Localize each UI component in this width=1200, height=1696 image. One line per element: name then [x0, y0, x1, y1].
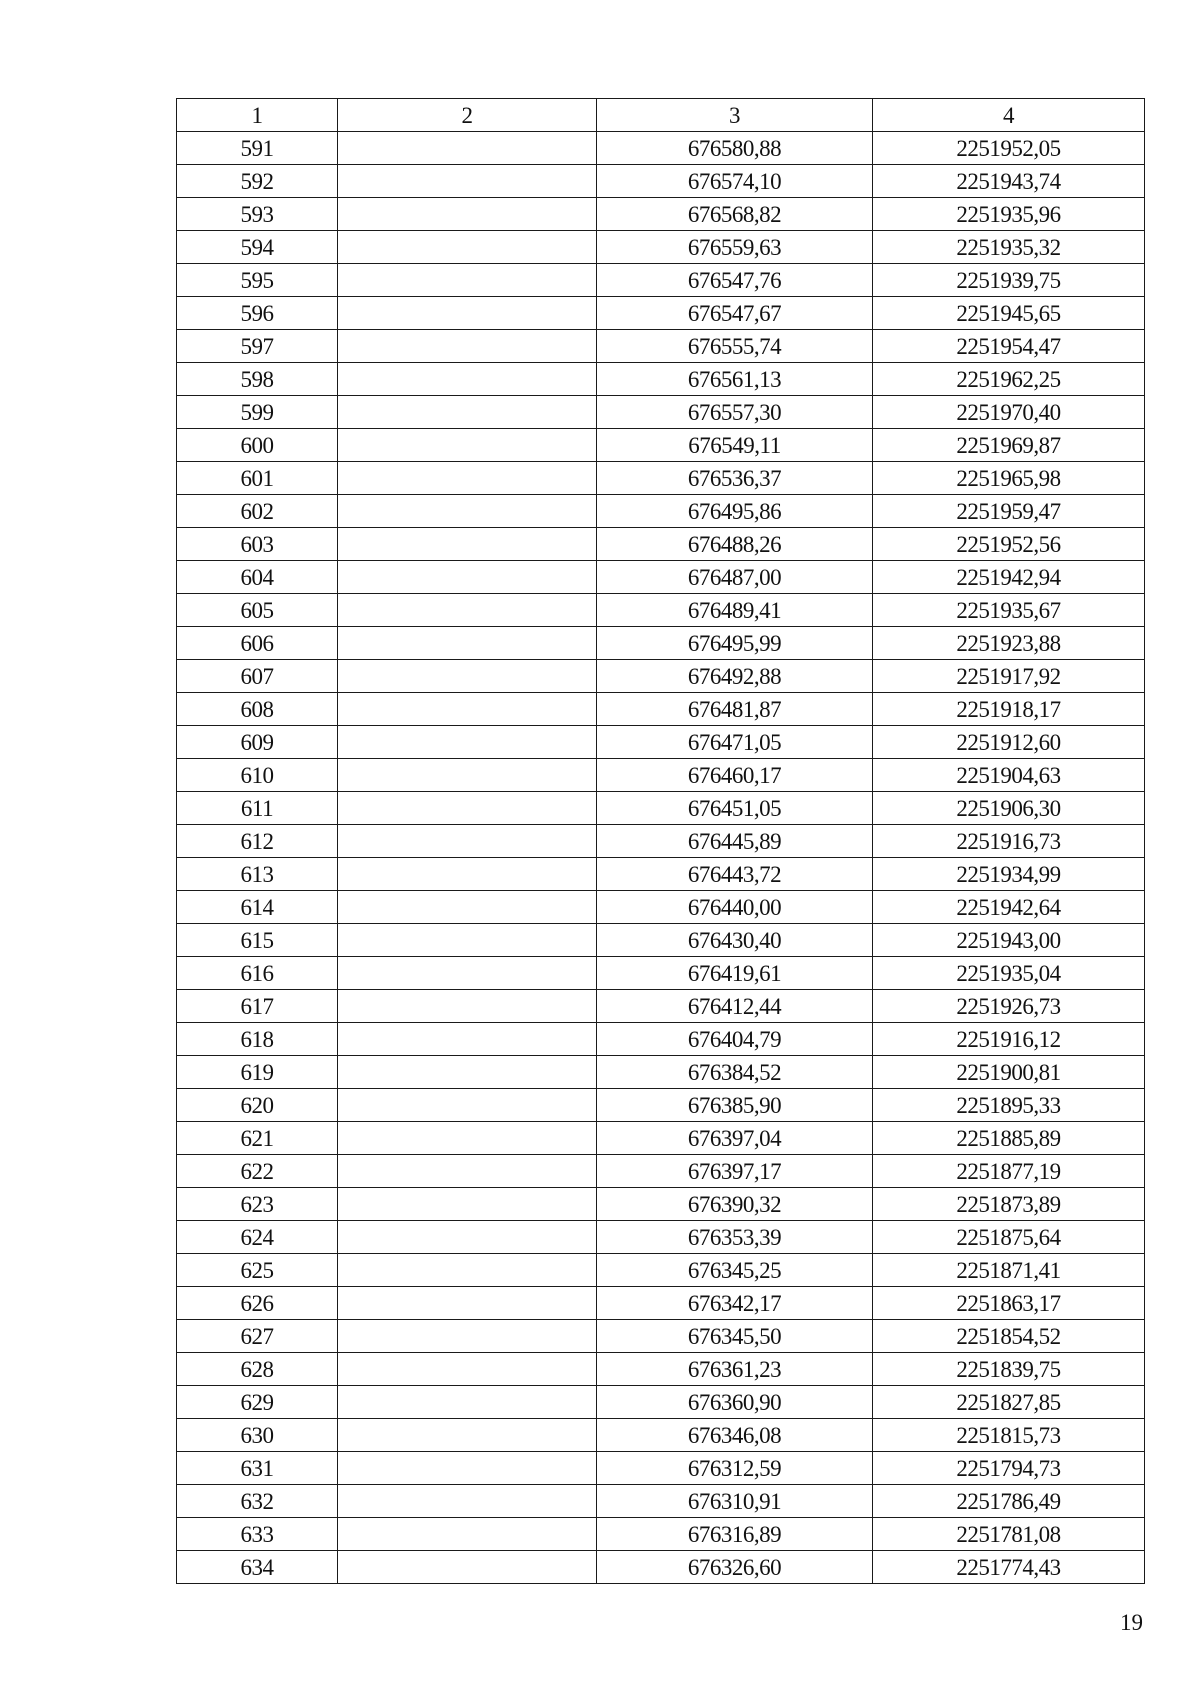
table-header-row [177, 99, 1145, 132]
table-row [177, 1122, 1145, 1155]
table-row [177, 1419, 1145, 1452]
page-number: 19 [1120, 1610, 1143, 1635]
point-number-cell: 596 [177, 297, 338, 330]
x-coordinate-cell: 676361,23 [597, 1353, 873, 1386]
column-2-cell [338, 231, 597, 264]
column-2-cell [338, 1221, 597, 1254]
x-coordinate-cell: 676489,41 [597, 594, 873, 627]
point-number-cell: 612 [177, 825, 338, 858]
point-number-cell: 634 [177, 1551, 338, 1584]
x-coordinate-cell: 676326,60 [597, 1551, 873, 1584]
x-coordinate-cell: 676345,50 [597, 1320, 873, 1353]
y-coordinate-cell: 2251952,05 [873, 132, 1145, 165]
y-coordinate-cell: 2251885,89 [873, 1122, 1145, 1155]
point-number-cell: 595 [177, 264, 338, 297]
y-coordinate-cell: 2251873,89 [873, 1188, 1145, 1221]
column-2-cell [338, 396, 597, 429]
x-coordinate-cell: 676547,76 [597, 264, 873, 297]
table-row [177, 1452, 1145, 1485]
x-coordinate-cell: 676353,39 [597, 1221, 873, 1254]
column-2-cell [338, 1023, 597, 1056]
column-2-cell [338, 1485, 597, 1518]
point-number-cell: 599 [177, 396, 338, 429]
table-row [177, 1155, 1145, 1188]
table-row [177, 858, 1145, 891]
table-row [177, 1023, 1145, 1056]
table-row [177, 1518, 1145, 1551]
column-2-cell [338, 462, 597, 495]
column-2-cell [338, 330, 597, 363]
table-row [177, 495, 1145, 528]
x-coordinate-cell: 676384,52 [597, 1056, 873, 1089]
y-coordinate-cell: 2251900,81 [873, 1056, 1145, 1089]
x-coordinate-cell: 676342,17 [597, 1287, 873, 1320]
table-row [177, 297, 1145, 330]
table-row [177, 594, 1145, 627]
point-number-cell: 613 [177, 858, 338, 891]
column-2-cell [338, 1452, 597, 1485]
table-row [177, 660, 1145, 693]
x-coordinate-cell: 676495,99 [597, 627, 873, 660]
y-coordinate-cell: 2251912,60 [873, 726, 1145, 759]
point-number-cell: 602 [177, 495, 338, 528]
point-number-cell: 620 [177, 1089, 338, 1122]
column-2-cell [338, 363, 597, 396]
table-row [177, 924, 1145, 957]
table-row [177, 726, 1145, 759]
table-row [177, 957, 1145, 990]
column-2-cell [338, 858, 597, 891]
point-number-cell: 632 [177, 1485, 338, 1518]
point-number-cell: 631 [177, 1452, 338, 1485]
x-coordinate-cell: 676561,13 [597, 363, 873, 396]
x-coordinate-cell: 676471,05 [597, 726, 873, 759]
x-coordinate-cell: 676385,90 [597, 1089, 873, 1122]
column-2-cell [338, 561, 597, 594]
y-coordinate-cell: 2251794,73 [873, 1452, 1145, 1485]
table-row [177, 1320, 1145, 1353]
point-number-cell: 619 [177, 1056, 338, 1089]
table-row [177, 792, 1145, 825]
table-row [177, 231, 1145, 264]
y-coordinate-cell: 2251935,67 [873, 594, 1145, 627]
y-coordinate-cell: 2251781,08 [873, 1518, 1145, 1551]
point-number-cell: 600 [177, 429, 338, 462]
column-2-cell [338, 264, 597, 297]
table-row [177, 396, 1145, 429]
column-2-cell [338, 891, 597, 924]
y-coordinate-cell: 2251906,30 [873, 792, 1145, 825]
table-row [177, 264, 1145, 297]
table-row [177, 132, 1145, 165]
column-2-cell [338, 759, 597, 792]
table-row [177, 990, 1145, 1023]
point-number-cell: 617 [177, 990, 338, 1023]
y-coordinate-cell: 2251943,74 [873, 165, 1145, 198]
x-coordinate-cell: 676312,59 [597, 1452, 873, 1485]
point-number-cell: 598 [177, 363, 338, 396]
column-2-cell [338, 1089, 597, 1122]
point-number-cell: 627 [177, 1320, 338, 1353]
y-coordinate-cell: 2251774,43 [873, 1551, 1145, 1584]
column-2-cell [338, 1551, 597, 1584]
column-2-cell [338, 297, 597, 330]
y-coordinate-cell: 2251854,52 [873, 1320, 1145, 1353]
point-number-cell: 625 [177, 1254, 338, 1287]
table-row [177, 825, 1145, 858]
column-2-cell [338, 1122, 597, 1155]
column-2-cell [338, 1155, 597, 1188]
column-2-cell [338, 1419, 597, 1452]
column-header-1: 1 [177, 99, 338, 132]
x-coordinate-cell: 676557,30 [597, 396, 873, 429]
x-coordinate-cell: 676397,17 [597, 1155, 873, 1188]
y-coordinate-cell: 2251943,00 [873, 924, 1145, 957]
x-coordinate-cell: 676495,86 [597, 495, 873, 528]
column-2-cell [338, 1518, 597, 1551]
column-2-cell [338, 132, 597, 165]
x-coordinate-cell: 676404,79 [597, 1023, 873, 1056]
column-2-cell [338, 528, 597, 561]
y-coordinate-cell: 2251918,17 [873, 693, 1145, 726]
y-coordinate-cell: 2251863,17 [873, 1287, 1145, 1320]
x-coordinate-cell: 676445,89 [597, 825, 873, 858]
column-2-cell [338, 825, 597, 858]
x-coordinate-cell: 676360,90 [597, 1386, 873, 1419]
point-number-cell: 591 [177, 132, 338, 165]
point-number-cell: 594 [177, 231, 338, 264]
x-coordinate-cell: 676397,04 [597, 1122, 873, 1155]
column-2-cell [338, 924, 597, 957]
table-row [177, 429, 1145, 462]
x-coordinate-cell: 676346,08 [597, 1419, 873, 1452]
y-coordinate-cell: 2251827,85 [873, 1386, 1145, 1419]
x-coordinate-cell: 676559,63 [597, 231, 873, 264]
y-coordinate-cell: 2251942,94 [873, 561, 1145, 594]
y-coordinate-cell: 2251786,49 [873, 1485, 1145, 1518]
y-coordinate-cell: 2251917,92 [873, 660, 1145, 693]
y-coordinate-cell: 2251962,25 [873, 363, 1145, 396]
column-2-cell [338, 198, 597, 231]
column-2-cell [338, 1056, 597, 1089]
table-row [177, 363, 1145, 396]
column-2-cell [338, 1386, 597, 1419]
table-row [177, 1551, 1145, 1584]
table-row [177, 561, 1145, 594]
point-number-cell: 629 [177, 1386, 338, 1419]
column-header-3: 3 [597, 99, 873, 132]
point-number-cell: 621 [177, 1122, 338, 1155]
point-number-cell: 624 [177, 1221, 338, 1254]
y-coordinate-cell: 2251935,96 [873, 198, 1145, 231]
point-number-cell: 615 [177, 924, 338, 957]
table-row [177, 198, 1145, 231]
point-number-cell: 626 [177, 1287, 338, 1320]
y-coordinate-cell: 2251939,75 [873, 264, 1145, 297]
table-row [177, 1221, 1145, 1254]
y-coordinate-cell: 2251954,47 [873, 330, 1145, 363]
y-coordinate-cell: 2251934,99 [873, 858, 1145, 891]
point-number-cell: 622 [177, 1155, 338, 1188]
point-number-cell: 607 [177, 660, 338, 693]
y-coordinate-cell: 2251970,40 [873, 396, 1145, 429]
x-coordinate-cell: 676555,74 [597, 330, 873, 363]
x-coordinate-cell: 676547,67 [597, 297, 873, 330]
x-coordinate-cell: 676487,00 [597, 561, 873, 594]
x-coordinate-cell: 676460,17 [597, 759, 873, 792]
y-coordinate-cell: 2251965,98 [873, 462, 1145, 495]
column-2-cell [338, 1188, 597, 1221]
y-coordinate-cell: 2251969,87 [873, 429, 1145, 462]
x-coordinate-cell: 676580,88 [597, 132, 873, 165]
table-row [177, 1386, 1145, 1419]
point-number-cell: 604 [177, 561, 338, 594]
y-coordinate-cell: 2251815,73 [873, 1419, 1145, 1452]
column-2-cell [338, 660, 597, 693]
y-coordinate-cell: 2251952,56 [873, 528, 1145, 561]
column-2-cell [338, 990, 597, 1023]
y-coordinate-cell: 2251875,64 [873, 1221, 1145, 1254]
column-2-cell [338, 726, 597, 759]
table-row [177, 1056, 1145, 1089]
table-row [177, 627, 1145, 660]
x-coordinate-cell: 676488,26 [597, 528, 873, 561]
column-header-2: 2 [338, 99, 597, 132]
column-2-cell [338, 165, 597, 198]
x-coordinate-cell: 676492,88 [597, 660, 873, 693]
x-coordinate-cell: 676443,72 [597, 858, 873, 891]
column-2-cell [338, 429, 597, 462]
table-row [177, 330, 1145, 363]
column-2-cell [338, 495, 597, 528]
y-coordinate-cell: 2251923,88 [873, 627, 1145, 660]
x-coordinate-cell: 676345,25 [597, 1254, 873, 1287]
column-2-cell [338, 957, 597, 990]
y-coordinate-cell: 2251916,73 [873, 825, 1145, 858]
y-coordinate-cell: 2251935,04 [873, 957, 1145, 990]
y-coordinate-cell: 2251935,32 [873, 231, 1145, 264]
point-number-cell: 601 [177, 462, 338, 495]
table-row [177, 1089, 1145, 1122]
y-coordinate-cell: 2251904,63 [873, 759, 1145, 792]
point-number-cell: 610 [177, 759, 338, 792]
point-number-cell: 628 [177, 1353, 338, 1386]
table-body [177, 132, 1145, 1584]
x-coordinate-cell: 676390,32 [597, 1188, 873, 1221]
point-number-cell: 593 [177, 198, 338, 231]
table-row [177, 1485, 1145, 1518]
y-coordinate-cell: 2251945,65 [873, 297, 1145, 330]
y-coordinate-cell: 2251959,47 [873, 495, 1145, 528]
y-coordinate-cell: 2251871,41 [873, 1254, 1145, 1287]
table-row [177, 1287, 1145, 1320]
x-coordinate-cell: 676310,91 [597, 1485, 873, 1518]
x-coordinate-cell: 676451,05 [597, 792, 873, 825]
table-row [177, 165, 1145, 198]
y-coordinate-cell: 2251877,19 [873, 1155, 1145, 1188]
x-coordinate-cell: 676574,10 [597, 165, 873, 198]
column-2-cell [338, 1287, 597, 1320]
y-coordinate-cell: 2251839,75 [873, 1353, 1145, 1386]
point-number-cell: 614 [177, 891, 338, 924]
y-coordinate-cell: 2251895,33 [873, 1089, 1145, 1122]
point-number-cell: 603 [177, 528, 338, 561]
x-coordinate-cell: 676440,00 [597, 891, 873, 924]
point-number-cell: 633 [177, 1518, 338, 1551]
x-coordinate-cell: 676316,89 [597, 1518, 873, 1551]
x-coordinate-cell: 676430,40 [597, 924, 873, 957]
point-number-cell: 605 [177, 594, 338, 627]
point-number-cell: 606 [177, 627, 338, 660]
point-number-cell: 592 [177, 165, 338, 198]
column-2-cell [338, 1320, 597, 1353]
point-number-cell: 608 [177, 693, 338, 726]
y-coordinate-cell: 2251926,73 [873, 990, 1145, 1023]
x-coordinate-cell: 676419,61 [597, 957, 873, 990]
point-number-cell: 618 [177, 1023, 338, 1056]
table-row [177, 1254, 1145, 1287]
x-coordinate-cell: 676536,37 [597, 462, 873, 495]
point-number-cell: 609 [177, 726, 338, 759]
y-coordinate-cell: 2251942,64 [873, 891, 1145, 924]
table-row [177, 759, 1145, 792]
point-number-cell: 623 [177, 1188, 338, 1221]
x-coordinate-cell: 676549,11 [597, 429, 873, 462]
x-coordinate-cell: 676412,44 [597, 990, 873, 1023]
column-2-cell [338, 1254, 597, 1287]
column-2-cell [338, 1353, 597, 1386]
table-row [177, 528, 1145, 561]
table-row [177, 1188, 1145, 1221]
coordinates-table [176, 98, 1145, 1584]
table-row [177, 891, 1145, 924]
table-row [177, 1353, 1145, 1386]
x-coordinate-cell: 676568,82 [597, 198, 873, 231]
y-coordinate-cell: 2251916,12 [873, 1023, 1145, 1056]
point-number-cell: 597 [177, 330, 338, 363]
point-number-cell: 616 [177, 957, 338, 990]
column-2-cell [338, 594, 597, 627]
x-coordinate-cell: 676481,87 [597, 693, 873, 726]
column-2-cell [338, 627, 597, 660]
column-header-4: 4 [873, 99, 1145, 132]
column-2-cell [338, 792, 597, 825]
table-row [177, 462, 1145, 495]
column-2-cell [338, 693, 597, 726]
point-number-cell: 611 [177, 792, 338, 825]
table-row [177, 693, 1145, 726]
point-number-cell: 630 [177, 1419, 338, 1452]
